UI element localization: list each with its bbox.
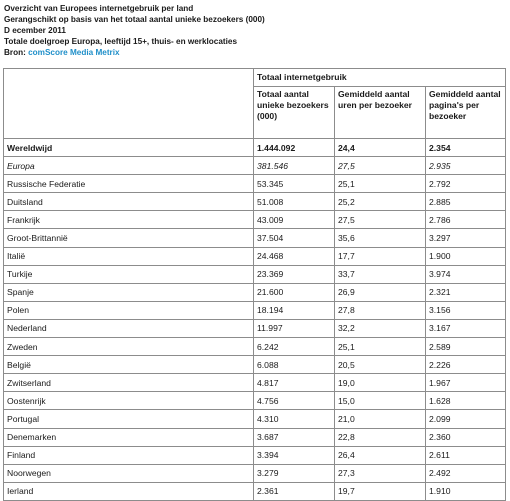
column-header-hours: Gemiddeld aantal uren per bezoeker (335, 87, 426, 139)
hours-cell: 35,6 (335, 229, 426, 247)
table-row (4, 283, 506, 301)
visitors-cell: 11.997 (254, 319, 335, 337)
hours-cell: 20,5 (335, 356, 426, 374)
table-row (4, 356, 506, 374)
country-name-cell: Zwitserland (4, 374, 254, 392)
pages-cell: 2.885 (426, 193, 506, 211)
country-name-cell: Ierland (4, 482, 254, 500)
visitors-cell: 37.504 (254, 229, 335, 247)
table-row (4, 338, 506, 356)
table-row (4, 410, 506, 428)
visitors-cell: 6.088 (254, 356, 335, 374)
visitors-cell: 43.009 (254, 211, 335, 229)
table-row (4, 482, 506, 500)
hours-cell: 26,9 (335, 283, 426, 301)
visitors-cell: 4.817 (254, 374, 335, 392)
table-row (4, 157, 506, 175)
pages-cell: 1.967 (426, 374, 506, 392)
table-row (4, 374, 506, 392)
table-row (4, 265, 506, 283)
report-title: Overzicht van Europees internetgebruik per land (4, 4, 194, 13)
hours-cell: 27,8 (335, 301, 426, 319)
pages-cell: 2.492 (426, 464, 506, 482)
country-name-cell: Polen (4, 301, 254, 319)
table-row (4, 464, 506, 482)
source-link[interactable]: comScore Media Metrix (28, 48, 120, 57)
pages-cell: 2.935 (426, 157, 506, 175)
header-empty-cell (4, 69, 254, 139)
visitors-cell: 24.468 (254, 247, 335, 265)
hours-cell: 26,4 (335, 446, 426, 464)
table-row (4, 301, 506, 319)
visitors-cell: 51.008 (254, 193, 335, 211)
table-row (4, 211, 506, 229)
visitors-cell: 3.394 (254, 446, 335, 464)
country-name-cell: Noorwegen (4, 464, 254, 482)
country-name-cell: Nederland (4, 319, 254, 337)
table-row (4, 175, 506, 193)
hours-cell: 15,0 (335, 392, 426, 410)
visitors-cell: 1.444.092 (254, 139, 335, 157)
table-row (4, 229, 506, 247)
table-row (4, 428, 506, 446)
hours-cell: 21,0 (335, 410, 426, 428)
table-group-header-row (4, 69, 506, 87)
pages-cell: 1.900 (426, 247, 506, 265)
hours-cell: 33,7 (335, 265, 426, 283)
country-name-cell: Russische Federatie (4, 175, 254, 193)
visitors-cell: 23.369 (254, 265, 335, 283)
pages-cell: 2.360 (426, 428, 506, 446)
table-row (4, 139, 506, 157)
group-header-total-usage: Totaal internetgebruik (254, 69, 506, 87)
table-row (4, 319, 506, 337)
pages-cell: 2.354 (426, 139, 506, 157)
country-name-cell: Turkije (4, 265, 254, 283)
pages-cell: 3.167 (426, 319, 506, 337)
country-name-cell: Spanje (4, 283, 254, 301)
report-header (0, 0, 510, 58)
visitors-cell: 53.345 (254, 175, 335, 193)
table-row (4, 392, 506, 410)
hours-cell: 19,0 (335, 374, 426, 392)
report-date: D ecember 2011 (4, 26, 66, 35)
column-header-visitors: Totaal aantal unieke bezoekers (000) (254, 87, 335, 139)
pages-cell: 2.226 (426, 356, 506, 374)
visitors-cell: 381.546 (254, 157, 335, 175)
hours-cell: 27,5 (335, 157, 426, 175)
report-target-audience: Totale doelgroep Europa, leeftijd 15+, thuis- en werklocaties (4, 37, 238, 46)
hours-cell: 27,3 (335, 464, 426, 482)
hours-cell: 17,7 (335, 247, 426, 265)
table-row (4, 247, 506, 265)
report-source (4, 47, 510, 58)
pages-cell: 1.628 (426, 392, 506, 410)
country-name-cell: Zweden (4, 338, 254, 356)
country-name-cell: Europa (4, 157, 254, 175)
pages-cell: 2.611 (426, 446, 506, 464)
country-name-cell: Groot-Brittannië (4, 229, 254, 247)
hours-cell: 32,2 (335, 319, 426, 337)
visitors-cell: 2.361 (254, 482, 335, 500)
pages-cell: 3.297 (426, 229, 506, 247)
country-name-cell: Wereldwijd (4, 139, 254, 157)
pages-cell: 2.099 (426, 410, 506, 428)
visitors-cell: 3.687 (254, 428, 335, 446)
visitors-cell: 4.756 (254, 392, 335, 410)
pages-cell: 2.321 (426, 283, 506, 301)
country-name-cell: Duitsland (4, 193, 254, 211)
visitors-cell: 21.600 (254, 283, 335, 301)
visitors-cell: 4.310 (254, 410, 335, 428)
pages-cell: 2.792 (426, 175, 506, 193)
hours-cell: 25,2 (335, 193, 426, 211)
hours-cell: 24,4 (335, 139, 426, 157)
hours-cell: 25,1 (335, 338, 426, 356)
pages-cell: 1.910 (426, 482, 506, 500)
column-header-pages: Gemiddeld aantal pagina's per bezoeker (426, 87, 506, 139)
country-name-cell: België (4, 356, 254, 374)
table-row (4, 446, 506, 464)
hours-cell: 25,1 (335, 175, 426, 193)
source-label: Bron: (4, 48, 29, 57)
country-name-cell: Oostenrijk (4, 392, 254, 410)
visitors-cell: 3.279 (254, 464, 335, 482)
pages-cell: 2.589 (426, 338, 506, 356)
pages-cell: 3.974 (426, 265, 506, 283)
visitors-cell: 6.242 (254, 338, 335, 356)
country-name-cell: Denemarken (4, 428, 254, 446)
visitors-cell: 18.194 (254, 301, 335, 319)
country-name-cell: Finland (4, 446, 254, 464)
pages-cell: 2.786 (426, 211, 506, 229)
country-name-cell: Portugal (4, 410, 254, 428)
pages-cell: 3.156 (426, 301, 506, 319)
country-name-cell: Frankrijk (4, 211, 254, 229)
table-row (4, 193, 506, 211)
internet-usage-table (3, 68, 506, 501)
country-name-cell: Italië (4, 247, 254, 265)
hours-cell: 27,5 (335, 211, 426, 229)
hours-cell: 19,7 (335, 482, 426, 500)
hours-cell: 22,8 (335, 428, 426, 446)
report-subtitle: Gerangschikt op basis van het totaal aantal unieke bezoekers (000) (4, 15, 265, 24)
